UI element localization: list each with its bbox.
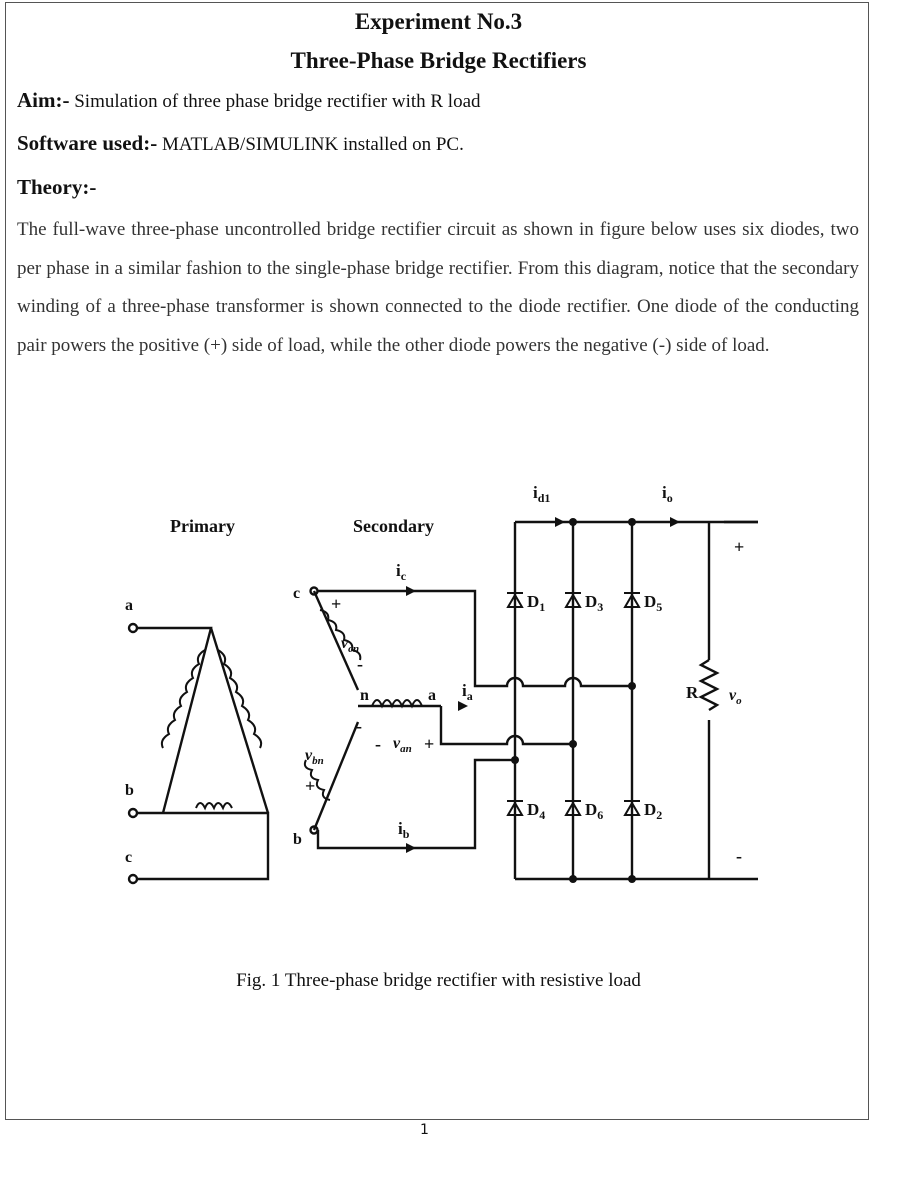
svg-text:ic: $i_c$ xyxy=(396,561,407,583)
svg-text:+: + xyxy=(305,776,316,796)
svg-text:n: n xyxy=(360,687,369,704)
svg-text:ia: $i_a$ xyxy=(462,681,473,703)
svg-text:b: b xyxy=(293,831,302,848)
svg-text:D3: $D_3$ xyxy=(585,592,604,614)
svg-text:+: + xyxy=(734,537,745,557)
svg-text:-: - xyxy=(736,846,742,866)
page-number: 1 xyxy=(420,1122,429,1138)
svg-text:vo: $v_o$ xyxy=(729,687,742,707)
primary-label: Primary xyxy=(170,516,235,536)
svg-text:a: a xyxy=(428,687,436,704)
svg-text:+: + xyxy=(331,594,342,614)
svg-text:b: b xyxy=(125,782,134,799)
svg-text:c: c xyxy=(125,849,133,866)
svg-text:c: c xyxy=(293,585,301,602)
page-title: Three-Phase Bridge Rectifiers xyxy=(290,48,587,73)
theory-paragraph: The full-wave three-phase uncontrolled bridge rectifier circuit as shown in figure below uses six diodes, two per phase in a similar fashion to the single-phase bridge rectifier. From this diagram, notice that the secondary winding of a three-phase transformer is shown connected to the diode rectifier. One diode of the conducting pair powers the positive (+) side of load, while the other diode powers the negative (-) side of load. xyxy=(17,219,859,356)
svg-text:vbn: $v_{bn}$ xyxy=(305,747,324,767)
svg-text:D1: $D_1$ xyxy=(527,592,546,614)
svg-text:-: - xyxy=(357,654,363,674)
svg-text:id1: $i_{d1}$ xyxy=(533,483,551,505)
svg-text:-: - xyxy=(375,734,381,754)
experiment-number: Experiment No.3 xyxy=(354,9,523,34)
software-text: MATLAB/SIMULINK installed on PC. xyxy=(157,134,464,155)
svg-text:D2: $D_2$ xyxy=(644,800,663,822)
aim-line xyxy=(17,88,481,113)
svg-text:D5: $D_5$ xyxy=(644,592,663,614)
svg-text:a: a xyxy=(125,597,133,614)
secondary-label: Secondary xyxy=(353,516,434,536)
svg-text:ib: $i_b$ xyxy=(398,819,410,841)
svg-text:D4: $D_4$ xyxy=(527,800,546,822)
rectifier-circuit-diagram xyxy=(0,470,897,910)
svg-text:-: - xyxy=(356,716,362,736)
aim-text: Simulation of three phase bridge rectifier with R load xyxy=(69,91,481,112)
theory-heading: Theory:- xyxy=(17,175,97,199)
svg-text:+: + xyxy=(424,734,435,754)
svg-text:van: $v_{an}$ xyxy=(393,735,412,755)
software-line xyxy=(17,131,464,156)
figure-caption: Fig. 1 Three-phase bridge rectifier with resistive load xyxy=(236,970,641,991)
svg-text:vcn: $v_{cn}$ xyxy=(341,635,360,655)
aim-label: Aim:- xyxy=(17,88,70,112)
svg-text:io: $i_o$ xyxy=(662,483,673,505)
software-label: Software used:- xyxy=(17,131,158,155)
svg-text:D6: $D_6$ xyxy=(585,800,604,822)
svg-text:R: R xyxy=(686,683,699,702)
